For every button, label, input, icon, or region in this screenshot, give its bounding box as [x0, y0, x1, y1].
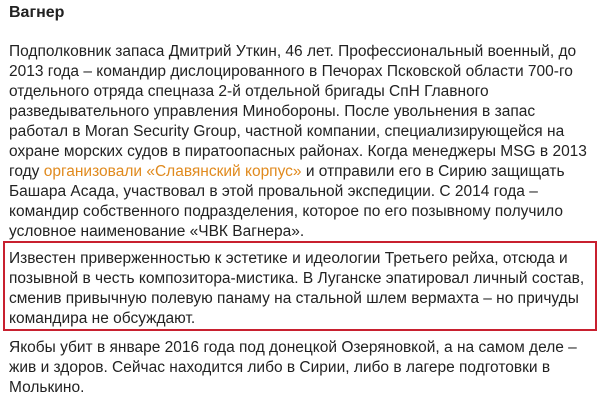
- text-line: командир собственного подразделения, которое по его позывному получило: [9, 203, 563, 220]
- link-slavonic-corps[interactable]: «Славянский корпус»: [146, 163, 302, 180]
- text-line: условное наименование «ЧВК Вагнера».: [9, 223, 305, 240]
- link-organized[interactable]: организовали: [43, 163, 143, 180]
- text-line: Якобы убит в январе 2016 года под донецкой Озеряновкой, а на самом деле –: [9, 339, 577, 356]
- paragraph-highlighted: [9, 249, 599, 329]
- text-line: позывной в честь композитора-мистика. В Луганске эпатировал личный состав,: [9, 270, 585, 287]
- text-fragment: и отправили его в Сирию защищать: [301, 163, 565, 180]
- text-line: Молькино.: [9, 379, 85, 396]
- paragraph-biography: [9, 42, 599, 242]
- text-line: охране морских судов в пиратоопасных районах. Когда менеджеры MSG в 2013: [9, 143, 587, 160]
- text-line: командира не обсуждают.: [9, 310, 196, 327]
- text-fragment: году: [9, 163, 44, 180]
- text-line: Подполковник запаса Дмитрий Уткин, 46 лет. Профессиональный военный, до: [9, 43, 577, 60]
- text-line: разведывательного управления Минобороны. После увольнения в запас: [9, 103, 536, 120]
- text-line: отдельного отряда спецназа 2-й отдельной бригады СпН Главного: [9, 83, 489, 100]
- text-line: работал в Moran Security Group, частной компании, специализирующейся на: [9, 123, 565, 140]
- paragraph-status: [9, 338, 599, 398]
- article-title: Вагнер: [9, 4, 65, 21]
- text-line: Известен приверженностью к эстетике и идеологии Третьего рейха, отсюда и: [9, 250, 568, 267]
- text-line: сменив привычную полевую панаму на стальной шлем вермахта – но причуды: [9, 290, 579, 307]
- text-line: Башара Асада, участвовал в этой провальной экспедиции. С 2014 года –: [9, 183, 538, 200]
- text-line-with-links: [9, 162, 599, 182]
- text-line: 2013 года – командир дислоцированного в Печорах Псковской области 700-го: [9, 63, 573, 80]
- text-line: жив и здоров. Сейчас находится либо в Сирии, либо в лагере подготовки в: [9, 359, 551, 376]
